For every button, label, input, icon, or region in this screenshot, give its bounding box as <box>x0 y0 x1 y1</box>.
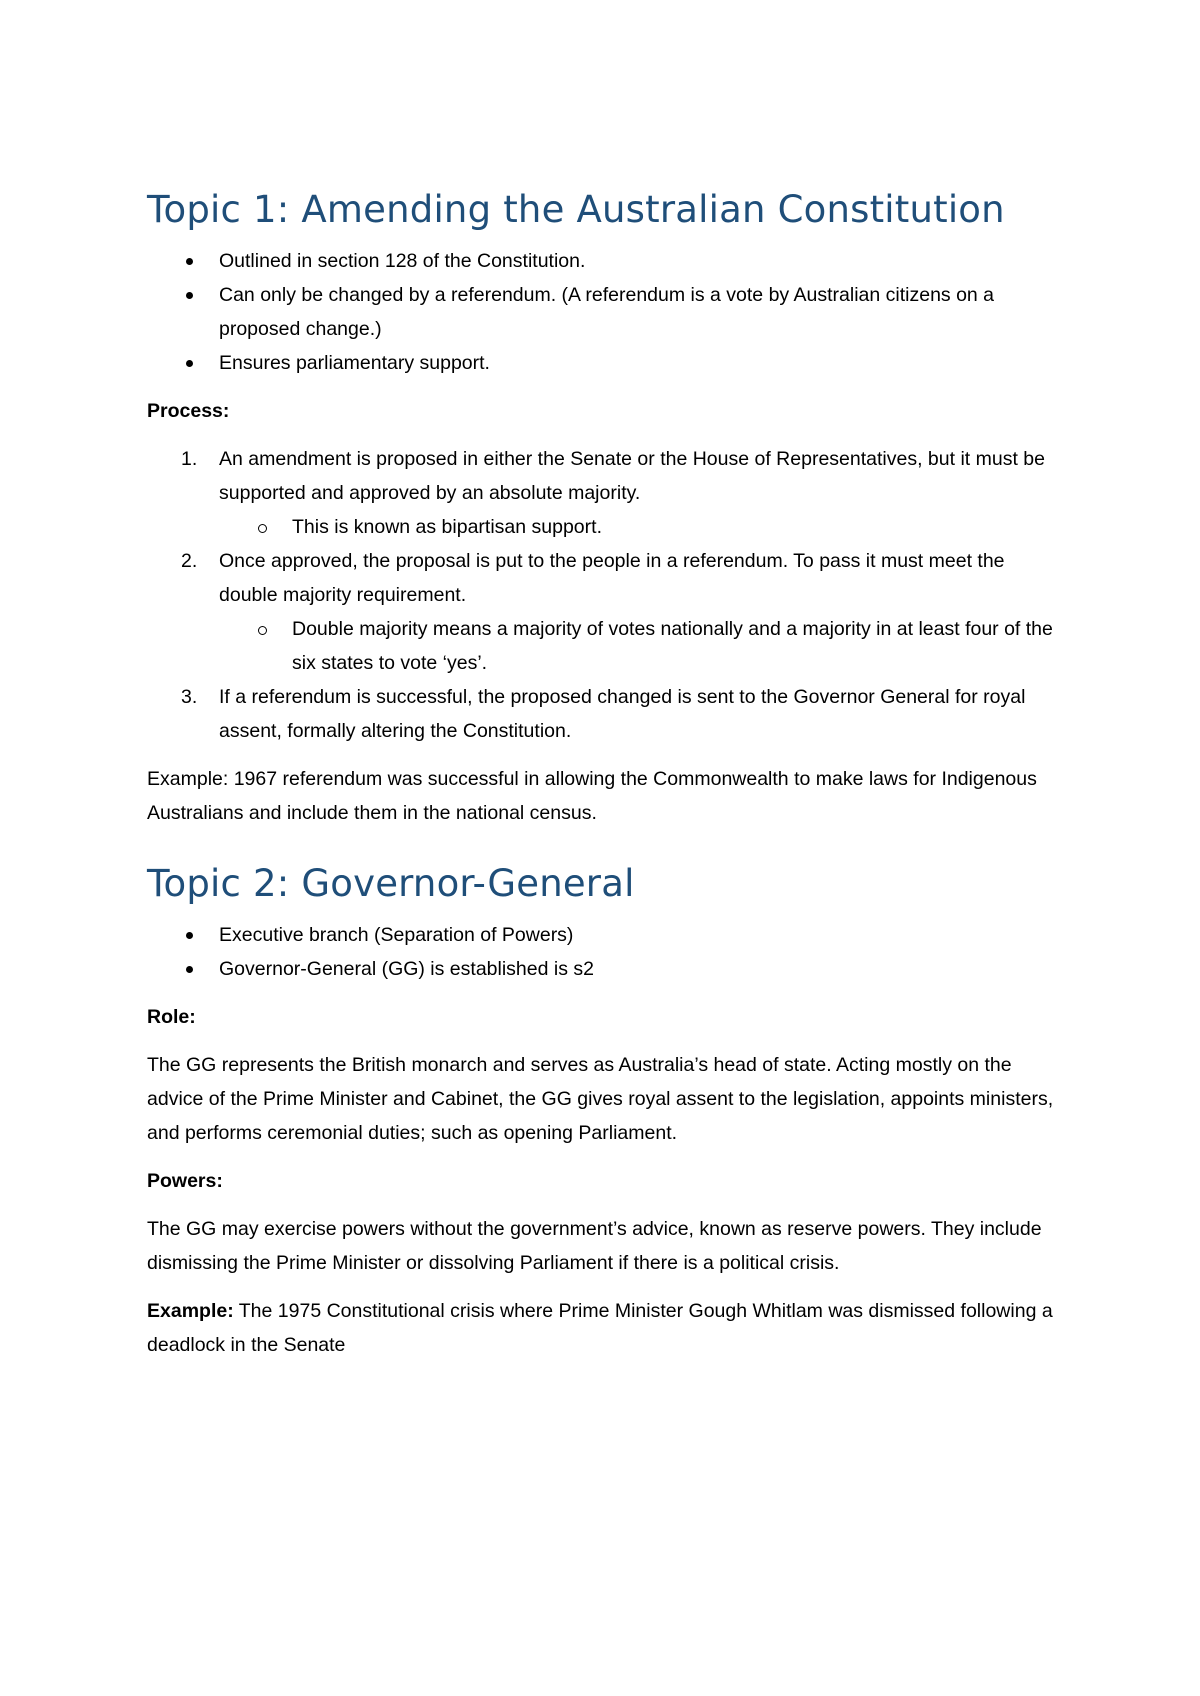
list-item: Outlined in section 128 of the Constitution. <box>147 244 1067 278</box>
step-text: If a referendum is successful, the proposed changed is sent to the Governor General for royal assent, formally altering the Constitution. <box>219 686 1026 742</box>
circle-bullet-icon <box>258 524 267 533</box>
role-label: Role: <box>147 1006 196 1028</box>
step-number: 2. <box>181 550 198 572</box>
step-number: 3. <box>181 686 198 708</box>
bullet-icon <box>186 966 193 973</box>
circle-bullet-icon <box>258 626 267 635</box>
topic1-heading: Topic 1: Amending the Australian Constitution <box>147 188 1005 231</box>
bullet-icon <box>186 258 193 265</box>
process-steps <box>147 442 1067 748</box>
process-label: Process: <box>147 400 230 422</box>
topic2-example <box>147 1294 1067 1362</box>
list-item: Ensures parliamentary support. <box>147 346 1067 380</box>
example-text: The 1975 Constitutional crisis where Prime Minister Gough Whitlam was dismissed following a deadlock in the Senate <box>147 1300 1053 1356</box>
document-body <box>147 182 1067 1362</box>
bullet-icon <box>186 292 193 299</box>
step-sublist <box>219 612 1067 680</box>
sub-item: Double majority means a majority of votes nationally and a majority in at least four of the six states to vote ‘yes’. <box>147 612 1067 680</box>
topic1-example: Example: 1967 referendum was successful in allowing the Commonwealth to make laws for Indigenous Australians and include them in the national census. <box>147 768 1037 824</box>
example-label: Example: <box>147 1300 234 1322</box>
step-text: An amendment is proposed in either the Senate or the House of Representatives, but it must be supported and approved by an absolute majority. <box>219 448 1045 504</box>
step-text: Once approved, the proposal is put to the people in a referendum. To pass it must meet the double majority requirement. <box>219 550 1005 606</box>
step-item <box>147 544 1067 680</box>
step-number: 1. <box>181 448 198 470</box>
list-item: Executive branch (Separation of Powers) <box>147 918 1067 952</box>
list-item: Can only be changed by a referendum. (A referendum is a vote by Australian citizens on a proposed change.) <box>147 278 1067 346</box>
list-item: Governor-General (GG) is established is s2 <box>147 952 1067 986</box>
bullet-icon <box>186 932 193 939</box>
step-item <box>147 442 1067 544</box>
step-item <box>147 680 1067 748</box>
role-text: The GG represents the British monarch and serves as Australia’s head of state. Acting mostly on the advice of the Prime Minister and Cabinet, the GG gives royal assent to the legislation, appoints ministers, and performs ceremonial duties; such as opening Parliament. <box>147 1054 1054 1144</box>
topic2-heading: Topic 2: Governor-General <box>147 862 635 905</box>
bullet-icon <box>186 360 193 367</box>
powers-text: The GG may exercise powers without the government’s advice, known as reserve powers. They include dismissing the Prime Minister or dissolving Parliament if there is a political crisis. <box>147 1218 1042 1274</box>
powers-label: Powers: <box>147 1170 223 1192</box>
sub-item: This is known as bipartisan support. <box>147 510 1067 544</box>
topic2-bullet-list <box>147 918 1067 986</box>
topic1-bullet-list <box>147 244 1067 380</box>
step-sublist <box>219 510 1067 544</box>
